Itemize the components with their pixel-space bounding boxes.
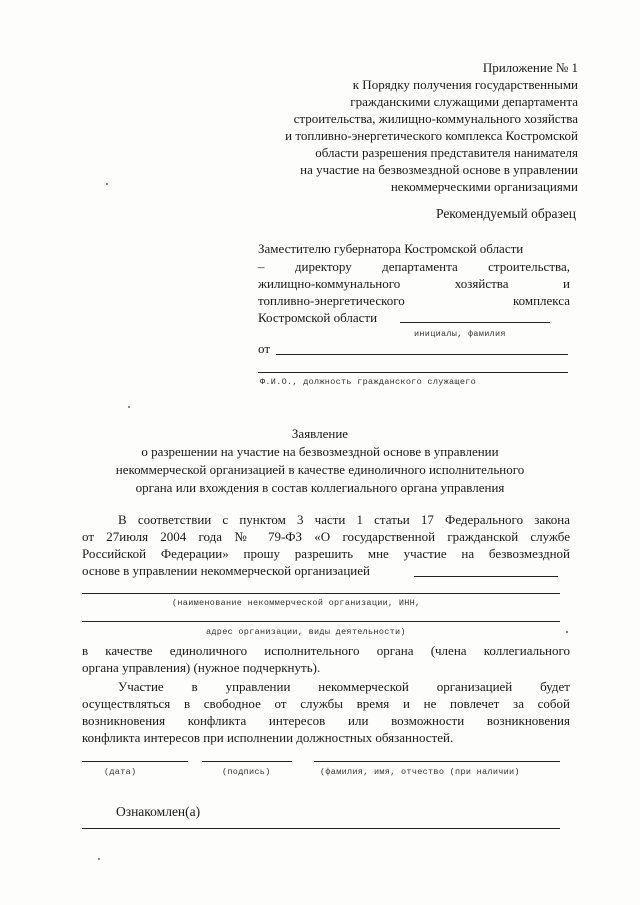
org-name-hint: (наименование некоммерческой организации, ИНН, bbox=[172, 598, 421, 608]
recommended-sample-label: Рекомендуемый образец bbox=[435, 206, 576, 221]
scan-speck bbox=[98, 858, 100, 860]
scan-speck bbox=[106, 183, 108, 185]
appendix-line: к Порядку получения государственными bbox=[352, 77, 578, 92]
paragraph-line: Российской Федерации» прошу разрешить мне участие на безвозмездной bbox=[82, 546, 570, 561]
date-field-line[interactable] bbox=[82, 761, 188, 762]
org-field-line-2[interactable] bbox=[82, 593, 560, 594]
addressee-line: жилищно-коммунального хозяйства и bbox=[258, 276, 570, 291]
paragraph-line: основе в управлении некоммерческой организацией bbox=[82, 563, 370, 578]
appendix-line: на участие на безвозмездной основе в управлении bbox=[300, 162, 578, 177]
paragraph-line: Участие в управлении некоммерческой организацией будет bbox=[118, 679, 570, 694]
date-hint: (дата) bbox=[104, 767, 137, 777]
paragraph-line: возникновения конфликта интересов или возможности возникновения bbox=[82, 713, 570, 728]
initials-hint: инициалы, фамилия bbox=[414, 329, 506, 339]
appendix-line: гражданскими служащими департамента bbox=[350, 94, 578, 109]
addressee-line: – директору департамента строительства, bbox=[258, 259, 570, 274]
appendix-line: некоммерческими организациями bbox=[390, 179, 578, 194]
signature-hint: (подпись) bbox=[222, 767, 271, 777]
from-field-line[interactable] bbox=[276, 354, 568, 355]
from-label: от bbox=[258, 341, 271, 356]
statement-subtitle: о разрешении на участие на безвозмездной основе в управлении bbox=[141, 444, 499, 459]
appendix-line: области разрешения представителя нанимателя bbox=[315, 145, 578, 160]
appendix-line: строительства, жилищно-коммунального хозяйства bbox=[293, 111, 578, 126]
statement-heading: Заявление bbox=[291, 426, 349, 441]
statement-subtitle: органа или вхождения в состав коллегиального органа управления bbox=[135, 480, 505, 495]
paragraph-line: органа управления) (нужное подчеркнуть). bbox=[82, 660, 321, 675]
acknowledged-field-line[interactable] bbox=[82, 828, 560, 829]
from-field-line-2[interactable] bbox=[258, 372, 568, 373]
paragraph-line: В соответствии с пунктом 3 части 1 статьи 17 Федерального закона bbox=[118, 512, 570, 527]
appendix-number: Приложение № 1 bbox=[482, 60, 578, 75]
scan-speck bbox=[128, 406, 130, 408]
acknowledged-label: Ознакомлен(а) bbox=[116, 804, 201, 819]
fio-field-line[interactable] bbox=[314, 761, 560, 762]
addressee-line: топливно-энергетического комплекса bbox=[258, 293, 570, 308]
appendix-line: и топливно-энергетического комплекса Костромской bbox=[285, 128, 578, 143]
paragraph-line: в качестве единоличного исполнительного органа (члена коллегиального bbox=[82, 643, 570, 658]
paragraph-line: конфликта интересов при исполнении должностных обязанностей. bbox=[82, 730, 454, 745]
paragraph-line: от 27июля 2004 года № 79-ФЗ «О государственной гражданской службе bbox=[82, 529, 570, 544]
addressee-line: Заместителю губернатора Костромской области bbox=[258, 241, 524, 256]
initials-field-line[interactable] bbox=[400, 322, 550, 323]
fio-position-hint: Ф.И.О., должность гражданского служащего bbox=[260, 377, 477, 387]
scan-speck bbox=[566, 631, 568, 633]
fio-hint: (фамилия, имя, отчество (при наличии) bbox=[320, 767, 520, 777]
addressee-line: Костромской области bbox=[258, 310, 378, 325]
statement-subtitle: некоммерческой организацией в качестве единоличного исполнительного bbox=[115, 462, 525, 477]
paragraph-line: осуществляться в свободное от службы время и не повлечет за собой bbox=[82, 696, 570, 711]
org-address-line[interactable] bbox=[82, 621, 560, 622]
org-address-hint: адрес организации, виды деятельности) bbox=[206, 627, 406, 637]
org-field-line[interactable] bbox=[414, 576, 558, 577]
signature-field-line[interactable] bbox=[202, 761, 292, 762]
